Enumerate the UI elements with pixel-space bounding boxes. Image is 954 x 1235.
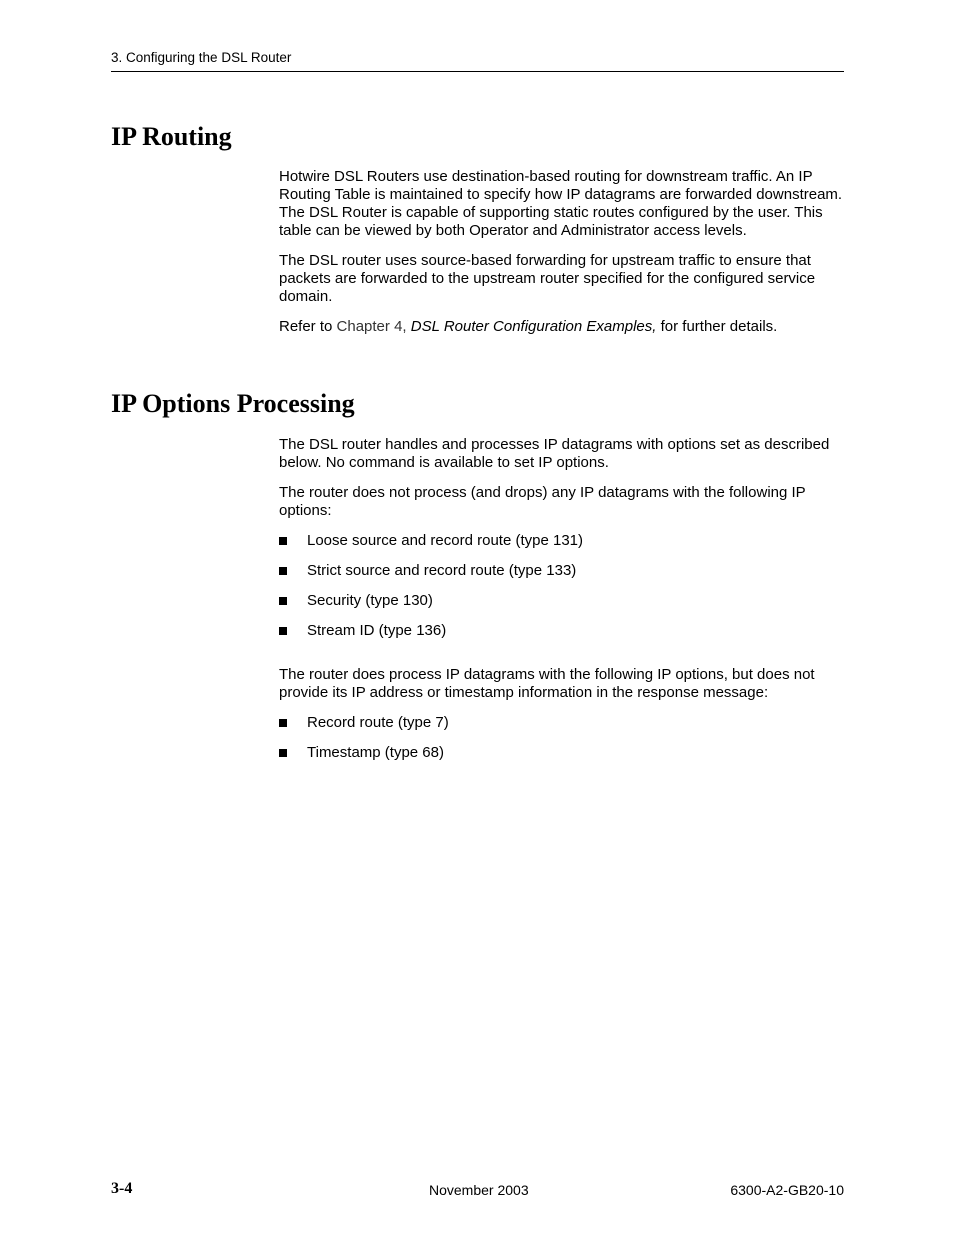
square-bullet-icon (279, 597, 287, 605)
paragraph: The router does process IP datagrams with the following IP options, but does not provide its IP address or timestamp information in the response message: (279, 666, 815, 701)
section-title-ip-routing: IP Routing (111, 122, 232, 151)
section-title-ip-options: IP Options Processing (111, 389, 355, 418)
publication-date: November 2003 (429, 1182, 529, 1198)
refer-prefix: Refer to (279, 318, 337, 335)
refer-suffix: for further details. (656, 318, 778, 335)
paragraph: The DSL router handles and processes IP datagrams with options set as described below. No command is available to set IP options. (279, 436, 830, 471)
list-item: Strict source and record route (type 133) (279, 562, 844, 580)
document-number: 6300-A2-GB20-10 (730, 1182, 844, 1198)
list-item: Security (type 130) (279, 592, 844, 610)
square-bullet-icon (279, 719, 287, 727)
list-item: Loose source and record route (type 131) (279, 532, 844, 550)
square-bullet-icon (279, 627, 287, 635)
page-number: 3-4 (111, 1180, 133, 1197)
square-bullet-icon (279, 567, 287, 575)
square-bullet-icon (279, 537, 287, 545)
chapter-title: DSL Router Configuration Examples, (410, 318, 657, 335)
list-item: Timestamp (type 68) (279, 744, 844, 762)
paragraph: The DSL router uses source-based forwarding for upstream traffic to ensure that packets are forwarded to the upstream router specified for the configured service domain. (279, 252, 816, 305)
running-head: 3. Configuring the DSL Router (111, 50, 844, 72)
chapter-link[interactable]: Chapter 4, (336, 318, 407, 335)
list-item: Record route (type 7) (279, 714, 844, 732)
processed-options-list (279, 714, 844, 762)
paragraph: Hotwire DSL Routers use destination-based routing for downstream traffic. An IP Routing Table is maintained to specify how IP datagrams are forwarded downstream. The DSL Router is capable of supporting static routes configured by the user. This table can be viewed by both Operator and Administrator access levels. (279, 168, 843, 239)
ip-options-body (279, 436, 844, 774)
cross-reference-paragraph (279, 318, 844, 336)
dropped-options-list (279, 532, 844, 640)
square-bullet-icon (279, 749, 287, 757)
ip-routing-body (279, 168, 844, 348)
list-item: Stream ID (type 136) (279, 622, 844, 640)
paragraph: The router does not process (and drops) any IP datagrams with the following IP options: (279, 484, 806, 519)
